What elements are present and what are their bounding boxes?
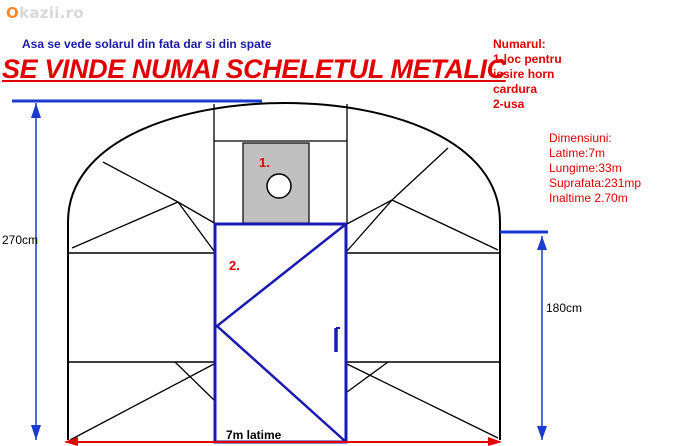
subtitle: Asa se vede solarul din fata dar si din spate — [22, 37, 272, 51]
dimension-line: Suprafata:231mp — [549, 176, 642, 190]
height-total-arrow-bottom — [31, 425, 41, 440]
height-total-label: 270cm — [2, 233, 39, 247]
legend-line: cardura — [493, 82, 538, 96]
brace-left-top-a — [72, 202, 178, 248]
brace-left-top-d — [178, 202, 214, 251]
legend-line: 1-loc pentru — [493, 52, 562, 66]
dimension-line: Lungime:33m — [549, 161, 622, 175]
height-total-arrow-top — [31, 103, 41, 118]
watermark-logo-o: O — [6, 4, 20, 22]
brace-left-top-c — [178, 202, 216, 224]
brace-right-top-c — [392, 200, 498, 250]
brace-right-top-b — [392, 148, 448, 200]
width-label: 7m latime — [226, 428, 282, 442]
dimensions-title: Dimensiuni: — [549, 131, 612, 145]
headline: SE VINDE NUMAI SCHELETUL METALIC — [2, 54, 506, 84]
marker-1-label: 1. — [259, 155, 270, 170]
height-side-arrow-bottom — [537, 426, 547, 440]
marker-2-label: 2. — [229, 258, 240, 273]
brace-right-top-a — [345, 200, 392, 225]
width-arrow-left — [64, 437, 78, 446]
legend-line: 2-usa — [493, 97, 525, 111]
chimney-hole — [267, 174, 291, 198]
brace-right-top-d — [347, 200, 392, 251]
number-legend — [493, 37, 562, 112]
okazii-watermark — [6, 4, 84, 22]
dimension-line: Latime:7m — [549, 146, 606, 160]
watermark-text: kazii.ro — [19, 4, 84, 22]
door-frame — [215, 224, 346, 442]
door-swing-lines — [217, 224, 346, 442]
height-side-label: 180cm — [546, 301, 583, 315]
legend-title: Numarul: — [493, 37, 546, 51]
brace-left-top-b — [103, 162, 178, 202]
dimensions-list — [549, 131, 641, 206]
height-side-arrow-top — [537, 236, 547, 250]
brace-left-bottom-a — [70, 364, 214, 440]
legend-line: iesire horn — [493, 67, 555, 81]
dimension-line: Inaltime 2.70m — [549, 191, 628, 205]
